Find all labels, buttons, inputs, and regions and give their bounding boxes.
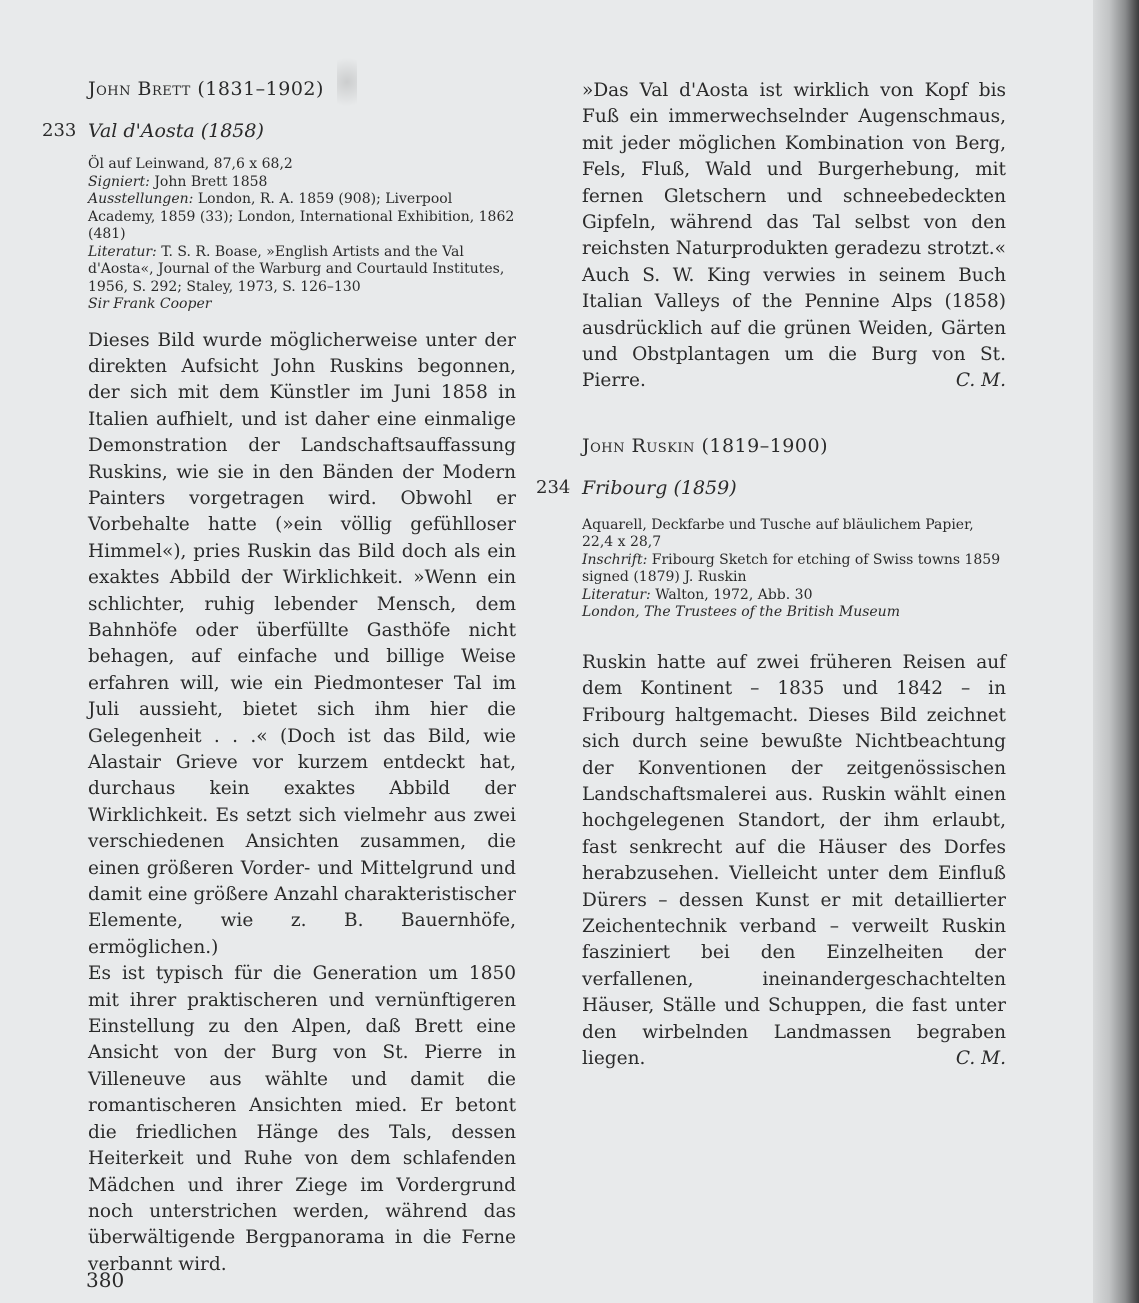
catalog-entry-234 <box>536 476 1006 499</box>
artist-heading-brett: John Brett (1831–1902) <box>88 78 324 100</box>
exhibitions-line: Ausstellungen: London, R. A. 1859 (908); Liverpool Academy, 1859 (33); London, International Exhibition, 1862 (481) <box>88 191 515 242</box>
left-column <box>42 78 516 1278</box>
catalog-entry-233 <box>42 120 516 142</box>
page-gutter-shadow <box>1093 0 1139 1303</box>
entry-number: 233 <box>42 120 77 141</box>
author-initials: C. M. <box>955 1047 1006 1069</box>
entry-number: 234 <box>536 476 571 498</box>
entry-title: Val d'Aosta (1858) <box>88 120 264 142</box>
signed-line: Signiert: John Brett 1858 <box>88 173 268 190</box>
body-paragraph: Dieses Bild wurde möglicherweise unter der direkten Aufsicht John Ruskins begonnen, der sich mit dem Künstler im Juni 1858 in Italien aufhielt, und ist daher eine einmalige Demonstration der Landschaftsauffassung Ruskins, wie sie in den Bänden der Modern Painters vorgetragen wird. Obwohl er Vorbehalte hatte (»ein völlig gefühlloser Himmel«), pries Ruskin das Bild doch als ein exaktes Abbild der Wirklichkeit. »Wenn ein schlichter, ruhig lebender Mensch, dem Bahnhöfe oder überfüllte Gasthöfe nicht behagen, auf einfache und billige Weise erfahren will, wie ein Piedmonteser Tal im Juli aussieht, bietet sich ihm hier die Gelegenheit . . .« (Doch ist das Bild, wie Alastair Grieve vor kurzem entdeckt hat, durchaus kein exaktes Abbild der Wirklichkeit. Es setzt sich vielmehr aus zwei verschiedenen Ansichten zusammen, die einen größeren Vorder- und Mittelgrund und damit eine größere Anzahl charakteristischer Elemente, wie z. B. Bauernhöfe, ermöglichen.) <box>88 329 516 958</box>
entry-metadata <box>582 517 1006 622</box>
body-paragraph: Es ist typisch für die Generation um 1850 mit ihrer praktischeren und vernünftigeren Einstellung zu den Alpen, daß Brett eine Ansicht von der Burg von St. Pierre in Villeneuve aus wählte und damit die romantischeren Ansichten mied. Er betont die friedlichen Hänge des Tals, dessen Heiterkeit und Ruhe von dem schlafenden Mädchen und ihrer Ziege im Vordergrund noch unterstrichen werden, während das überwältigende Bergpanorama in die Ferne verbannt wird. <box>88 963 516 1275</box>
literature-line: Literatur: Walton, 1972, Abb. 30 <box>582 586 813 603</box>
continuation-paragraph: »Das Val d'Aosta ist wirklich von Kopf bis Fuß ein immerwechselnder Augenschmaus, mit jeder möglichen Kombination von Berg, Fels, Fluß, Wald und Burgerhebung, mit fernen Gletschern und schneebedeckten Gipfeln, während das Tal selbst von den reichsten Naturprodukten geradezu strotzt.« Auch S. W. King verwies in seinem Buch Italian Valleys of the Pennine Alps (1858) ausdrücklich auf die grünen Weiden, Gärten und Obstplantagen um die Burg von St. Pierre. C. M. <box>582 78 1006 395</box>
page-number: 380 <box>86 1268 125 1292</box>
inscription-line: Inschrift: Fribourg Sketch for etching of Swiss towns 1859 signed (1879) J. Ruskin <box>582 551 1001 586</box>
entry-metadata <box>88 156 516 314</box>
right-column <box>536 78 1006 1072</box>
medium-line: Aquarell, Deckfarbe und Tusche auf bläulichem Papier, 22,4 x 28,7 <box>582 516 974 551</box>
owner-line: London, The Trustees of the British Museum <box>582 604 900 621</box>
entry-title: Fribourg (1859) <box>582 476 737 499</box>
owner-line: Sir Frank Cooper <box>88 296 212 312</box>
body-paragraph: Ruskin hatte auf zwei früheren Reisen auf dem Kontinent – 1835 und 1842 – in Fribourg haltgemacht. Dieses Bild zeichnet sich durch seine bewußte Nichtbeachtung der Konventionen der zeitgenössischen Landschaftsmalerei aus. Ruskin wählt einen hochgelegenen Standort, der ihm erlaubt, fast senkrecht auf die Häuser des Dorfes herabzusehen. Vielleicht unter dem Einfluß Dürers – dessen Kunst er mit detaillierter Zeichentechnik verband – verweilt Ruskin fasziniert bei den Einzelheiten der verfallenen, ineinandergeschachtelten Häuser, Ställe und Schuppen, die fast unter den wirbelnden Landmassen begraben liegen. C. M. <box>582 650 1006 1073</box>
artist-heading-ruskin: John Ruskin (1819–1900) <box>582 434 828 457</box>
author-initials: C. M. <box>955 370 1006 392</box>
medium-line: Öl auf Leinwand, 87,6 x 68,2 <box>88 156 293 172</box>
literature-line: Literatur: T. S. R. Boase, »English Artists and the Val d'Aosta«, Journal of the Warburg and Courtauld Institutes, 1956, S. 292; Staley, 1973, S. 126–130 <box>88 243 505 295</box>
